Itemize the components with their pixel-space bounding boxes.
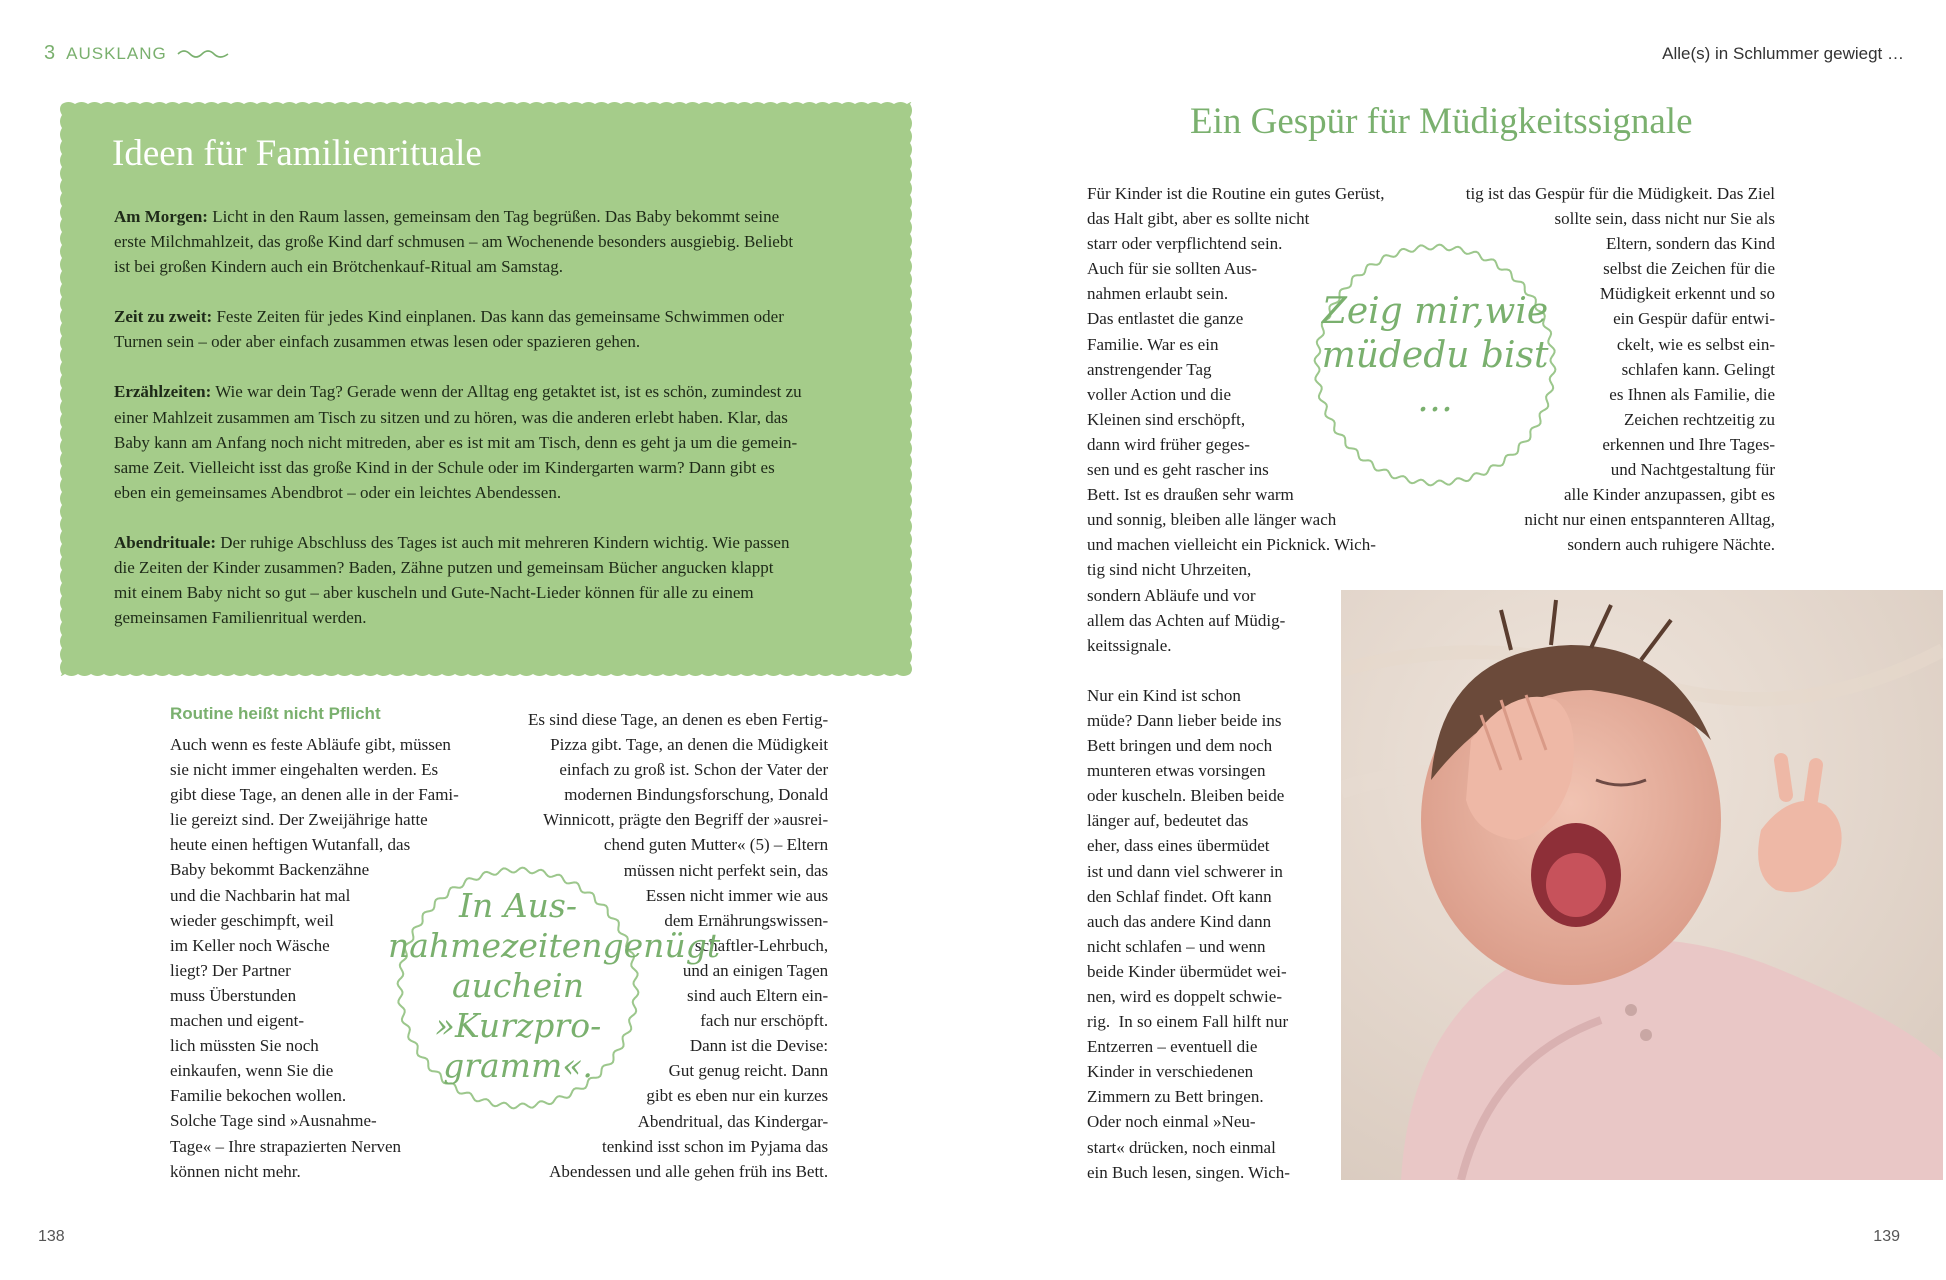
text-line: ein Gespür dafür entwi- (1613, 309, 1775, 329)
box-line: Turnen sein – oder aber einfach zusammen etwas lesen oder spazieren gehen. (114, 332, 641, 352)
box-paragraph (114, 304, 878, 354)
text-line: auch das andere Kind dann (1087, 911, 1272, 931)
box-paragraph-lead: Zeit zu zweit: (114, 307, 213, 327)
text-line: sondern auch ruhigere Nächte. (1567, 535, 1775, 555)
text-line: müssen nicht perfekt sein, das (623, 860, 829, 880)
box-paragraph-lead: Abendrituale: (114, 532, 216, 552)
text-line: Gut genug reicht. Dann (668, 1061, 829, 1081)
box-line: Licht in den Raum lassen, gemeinsam den Tag begrüßen. Das Baby bekommt seine (207, 207, 780, 226)
text-line: Es sind diese Tage, an denen es eben Fertig- (528, 710, 829, 729)
text-line: nicht nur einen entspannteren Alltag, (1524, 510, 1775, 530)
text-line: allem das Achten auf Müdig- (1087, 610, 1286, 630)
text-line: modernen Bindungsforschung, Donald (564, 785, 829, 805)
text-line: und Nachtgestaltung für (1610, 460, 1775, 480)
quote-line: wie müde (1321, 291, 1549, 376)
text-line: tenkind isst schon im Pyjama das (601, 1136, 829, 1156)
text-line: nahmen erlaubt sein. (1087, 284, 1229, 304)
text-line: Entzerren – eventuell die (1087, 1037, 1258, 1057)
box-paragraph (114, 530, 878, 630)
text-line: Pizza gibt. Tage, an denen die Müdigkeit (550, 735, 829, 755)
text-line: selbst die Zeichen für die (1603, 259, 1775, 279)
box-line: Feste Zeiten für jedes Kind einplanen. Das kann das gemeinsame Schwimmen oder (212, 307, 784, 327)
text-line: Zimmern zu Bett bringen. (1087, 1087, 1264, 1107)
text-line: heute einen heftigen Wutanfall, das (170, 835, 411, 855)
box-line: Der ruhige Abschluss des Tages ist auch mit mehreren Kindern wichtig. Wie passen (216, 532, 790, 552)
text-line: Winnicott, prägte den Begriff der »ausrei- (543, 810, 829, 830)
running-title: Alle(s) in Schlummer gewiegt … (1662, 44, 1904, 63)
text-line: ein Buch lesen, singen. Wich- (1087, 1162, 1290, 1182)
chapter-number: 3 (44, 42, 57, 64)
quote-line: nahmezeiten (388, 926, 603, 965)
text-line: Zeichen rechtzeitig zu (1623, 409, 1775, 429)
text-line: einfach zu groß ist. Schon der Vater der (559, 760, 829, 780)
text-line: Abendessen und alle gehen früh ins Bett. (549, 1161, 829, 1181)
box-line: Baby kann am Anfang noch nicht mitreden, aber es ist mit am Tisch, denn es geht ja um die gemein- (114, 432, 798, 452)
text-line: chend guten Mutter« (5) – Eltern (603, 835, 829, 855)
text-line: gibt es eben nur ein kurzes (646, 1086, 829, 1106)
text-line: start« drücken, noch einmal (1087, 1137, 1276, 1157)
box-paragraph-lead: Erzählzeiten: (114, 382, 212, 402)
chapter-title: AUSKLANG (66, 43, 167, 63)
text-line: rig. In so einem Fall hilft nur (1087, 1012, 1289, 1032)
text-line: sondern Abläufe und vor (1087, 585, 1256, 605)
text-line: sie nicht immer eingehalten werden. Es (170, 760, 439, 780)
section-subhead: Routine heißt nicht Pflicht (170, 704, 381, 723)
text-line: Familie bekochen wollen. (170, 1086, 347, 1106)
box-line: mit einem Baby nicht so gut – aber kuscheln und Gute-Nacht-Lieder können für alle zu einem (114, 583, 754, 603)
text-line: nen, wird es doppelt schwie- (1087, 987, 1282, 1006)
box-paragraph (114, 204, 878, 279)
text-line: und sonnig, bleiben alle länger wach (1087, 510, 1337, 530)
quote-line: Zeig mir, (1321, 291, 1485, 332)
text-line: den Schlaf findet. Oft kann (1087, 886, 1272, 906)
text-line: einkaufen, wenn Sie die (170, 1061, 334, 1081)
text-line: im Keller noch Wäsche (170, 935, 330, 955)
text-line: ist und dann viel schwerer in (1087, 861, 1283, 881)
text-line: Bett. Ist es draußen sehr warm (1087, 485, 1294, 505)
text-line: sollte sein, dass nicht nur Sie als (1554, 209, 1775, 229)
text-line: lich müssten Sie noch (170, 1036, 319, 1056)
text-line: Baby bekommt Backenzähne (170, 860, 370, 880)
text-line: und die Nachbarin hat mal (170, 885, 351, 905)
text-line: Das entlastet die ganze (1087, 309, 1244, 329)
box-title: Ideen für Familienrituale (112, 133, 482, 174)
text-line: Essen nicht immer wie aus (645, 885, 829, 905)
text-line: nicht schlafen – und wenn (1087, 936, 1266, 956)
quote-line: ein »Kurzpro- (434, 966, 602, 1045)
box-line: ist bei großen Kindern auch ein Brötchenkauf-Ritual am Samstag. (114, 257, 563, 277)
text-line: können nicht mehr. (170, 1161, 301, 1181)
box-line: same Zeit. Vielleicht isst das große Kind in der Schule oder im Kindergarten warm? Dann gibt es (114, 457, 775, 477)
text-line: Bett bringen und dem noch (1087, 736, 1273, 756)
text-line: Müdigkeit erkennt und so (1599, 284, 1775, 304)
text-line: voller Action und die (1087, 384, 1232, 404)
text-line: sen und es geht rascher ins (1087, 460, 1269, 480)
text-line: oder kuscheln. Bleiben beide (1087, 786, 1285, 806)
text-line: gibt diese Tage, an denen alle in der Fami- (170, 785, 459, 805)
box-line: Wie war dein Tag? Gerade wenn der Alltag eng getaktet ist, ist es schön, zumindest zu (211, 382, 802, 402)
yawning-baby-photo (1341, 590, 1943, 1180)
text-line: Abendritual, das Kindergar- (637, 1111, 829, 1131)
text-line: schlafen kann. Gelingt (1621, 359, 1775, 379)
text-line: sind auch Eltern ein- (687, 986, 829, 1006)
text-line: starr oder verpflichtend sein. (1087, 234, 1283, 254)
text-line: Solche Tage sind »Ausnahme- (170, 1111, 377, 1131)
box-line: eben ein gemeinsames Abendbrot – oder ein leichtes Abendessen. (114, 482, 562, 502)
text-line (1087, 658, 1384, 683)
text-line: dann wird früher geges- (1087, 434, 1250, 454)
text-line: dem Ernährungswissen- (664, 910, 829, 930)
box-line: einer Mahlzeit zusammen am Tisch zu sitzen und zu hören, was die anderen erlebt haben. Klar, das (114, 407, 788, 427)
text-line: munteren etwas vorsingen (1087, 761, 1266, 781)
box-line: die Zeiten der Kinder zusammen? Baden, Zähne putzen und gemeinsam Bücher angucken klappt (114, 558, 774, 578)
text-line: das Halt gibt, aber es sollte nicht (1087, 209, 1310, 229)
box-line: erste Milchmahlzeit, das große Kind darf schmusen – am Wochenende besonders ausgiebig. Beliebt (114, 232, 794, 252)
text-line: länger auf, bedeutet das (1087, 811, 1249, 831)
box-text (114, 204, 878, 655)
quote-line: du bist … (1417, 335, 1549, 420)
text-line: tig ist das Gespür für die Müdigkeit. Das Ziel (1465, 184, 1775, 203)
text-line: Familie. War es ein (1087, 334, 1219, 354)
text-line: erkennen und Ihre Tages- (1602, 434, 1775, 454)
box-line: gemeinsamen Familienritual werden. (114, 608, 367, 628)
text-line: es Ihnen als Familie, die (1609, 384, 1775, 404)
text-line: schaftler-Lehrbuch, (694, 935, 829, 955)
text-line: und machen vielleicht ein Picknick. Wich- (1087, 535, 1376, 555)
text-line: Kinder in verschiedenen (1087, 1062, 1254, 1082)
text-line: fach nur erschöpft. (700, 1011, 829, 1031)
text-line: Nur ein Kind ist schon (1087, 685, 1241, 705)
text-line: wieder geschimpft, weil (170, 910, 334, 930)
quote-line: genügt auch (451, 926, 721, 1005)
text-line: Oder noch einmal »Neu- (1087, 1112, 1256, 1132)
text-line: machen und eigent- (170, 1011, 305, 1031)
text-line: Für Kinder ist die Routine ein gutes Gerüst, (1087, 184, 1385, 203)
text-line: Dann ist die Devise: (689, 1036, 829, 1056)
right-page-title: Ein Gespür für Müdigkeitssignale (1190, 101, 1693, 142)
pull-quote-right (1305, 290, 1565, 422)
page-number-right: 139 (1873, 1228, 1900, 1245)
text-line: und an einigen Tagen (682, 960, 829, 980)
text-line: Kleinen sind erschöpft, (1087, 409, 1246, 429)
box-paragraph-lead: Am Morgen: (114, 207, 208, 226)
text-line: anstrengender Tag (1087, 359, 1212, 379)
text-line: Auch wenn es feste Abläufe gibt, müssen (170, 735, 451, 754)
page-number-left: 138 (38, 1228, 65, 1245)
box-paragraph (114, 379, 878, 504)
text-line: lie gereizt sind. Der Zweijährige hatte (170, 810, 428, 830)
text-line: beide Kinder übermüdet wei- (1087, 961, 1287, 981)
text-line: keitssignale. (1087, 635, 1172, 655)
text-line: liegt? Der Partner (170, 960, 291, 980)
text-line: ckelt, wie es selbst ein- (1616, 334, 1775, 354)
text-line: muss Überstunden (170, 985, 297, 1005)
pull-quote-left (388, 886, 721, 1086)
text-line: Tage« – Ihre strapazierten Nerven (170, 1136, 402, 1156)
text-line: alle Kinder anzupassen, gibt es (1563, 485, 1775, 505)
quote-line: gramm«. (443, 1046, 593, 1085)
text-line: Auch für sie sollten Aus- (1087, 259, 1257, 279)
text-line: Eltern, sondern das Kind (1605, 234, 1775, 254)
text-line: eher, dass eines übermüdet (1087, 836, 1270, 856)
text-line: tig sind nicht Uhrzeiten, (1087, 560, 1252, 580)
text-line: müde? Dann lieber beide ins (1087, 710, 1282, 730)
quote-line: In Aus- (459, 886, 577, 925)
